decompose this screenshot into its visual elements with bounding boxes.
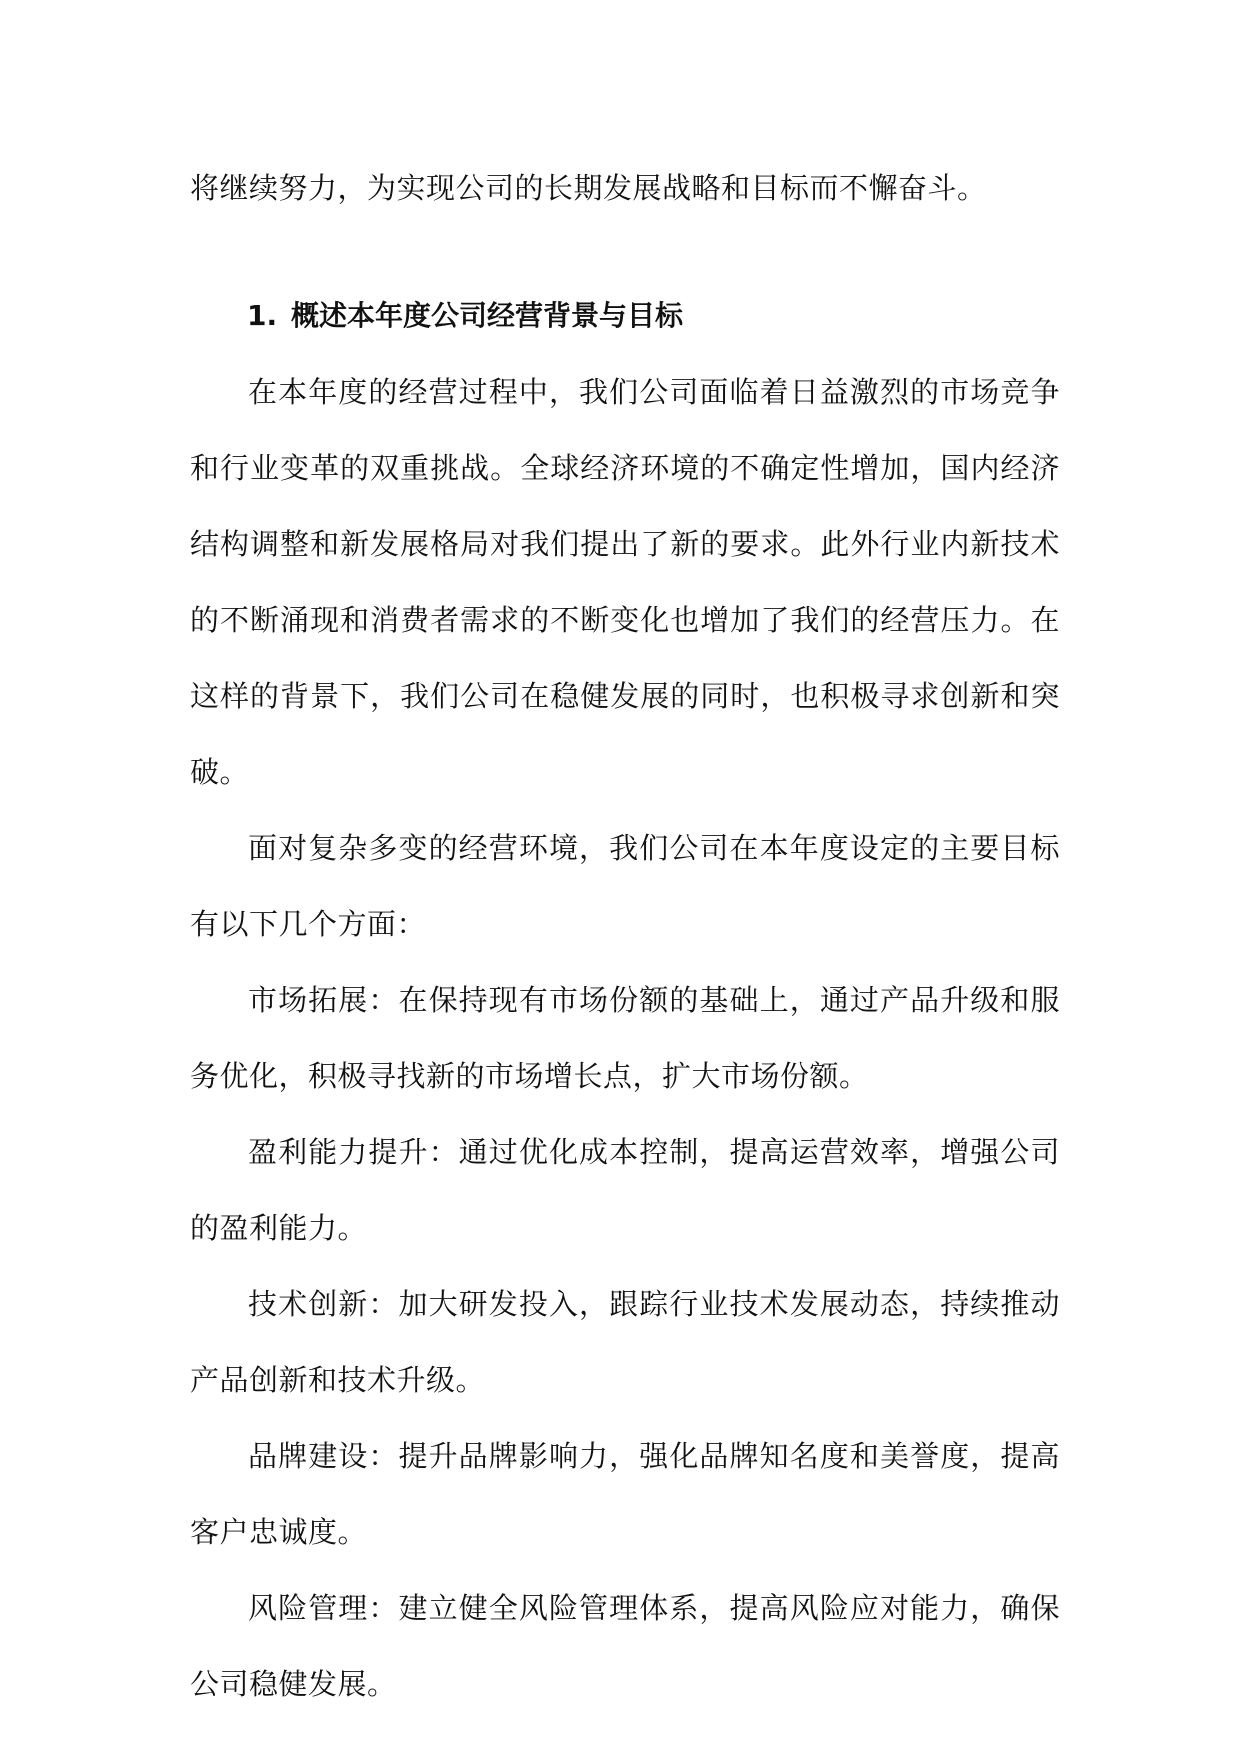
paragraph-goals-intro: 面对复杂多变的经营环境，我们公司在本年度设定的主要目标有以下几个方面： [190,831,1060,941]
section-title: 概述本年度公司经营背景与目标 [291,299,684,332]
paragraph-risk-management: 风险管理：建立健全风险管理体系，提高风险应对能力，确保公司稳健发展。 [190,1591,1060,1701]
paragraph-profitability: 盈利能力提升：通过优化成本控制，提高运营效率，增强公司的盈利能力。 [190,1135,1060,1245]
section-heading [190,278,1060,354]
section-number: 1. [247,299,278,332]
paragraph-background: 在本年度的经营过程中，我们公司面临着日益激烈的市场竞争和行业变革的双重挑战。全球经济环境的不确定性增加，国内经济结构调整和新发展格局对我们提出了新的要求。此外行业内新技术的不断涌现和消费者需求的不断变化也增加了我们的经营压力。在这样的背景下，我们公司在稳健发展的同时，也积极寻求创新和突破。 [190,375,1060,789]
intro-fragment: 将继续努力，为实现公司的长期发展战略和目标而不懈奋斗。 [190,171,987,205]
paragraph-tech-innovation: 技术创新：加大研发投入，跟踪行业技术发展动态，持续推动产品创新和技术升级。 [190,1287,1060,1397]
paragraph-market-expansion: 市场拓展：在保持现有市场份额的基础上，通过产品升级和服务优化，积极寻找新的市场增长点，扩大市场份额。 [190,983,1060,1093]
page-content [190,150,1060,1722]
paragraph-brand-building: 品牌建设：提升品牌影响力，强化品牌知名度和美誉度，提高客户忠诚度。 [190,1439,1060,1549]
